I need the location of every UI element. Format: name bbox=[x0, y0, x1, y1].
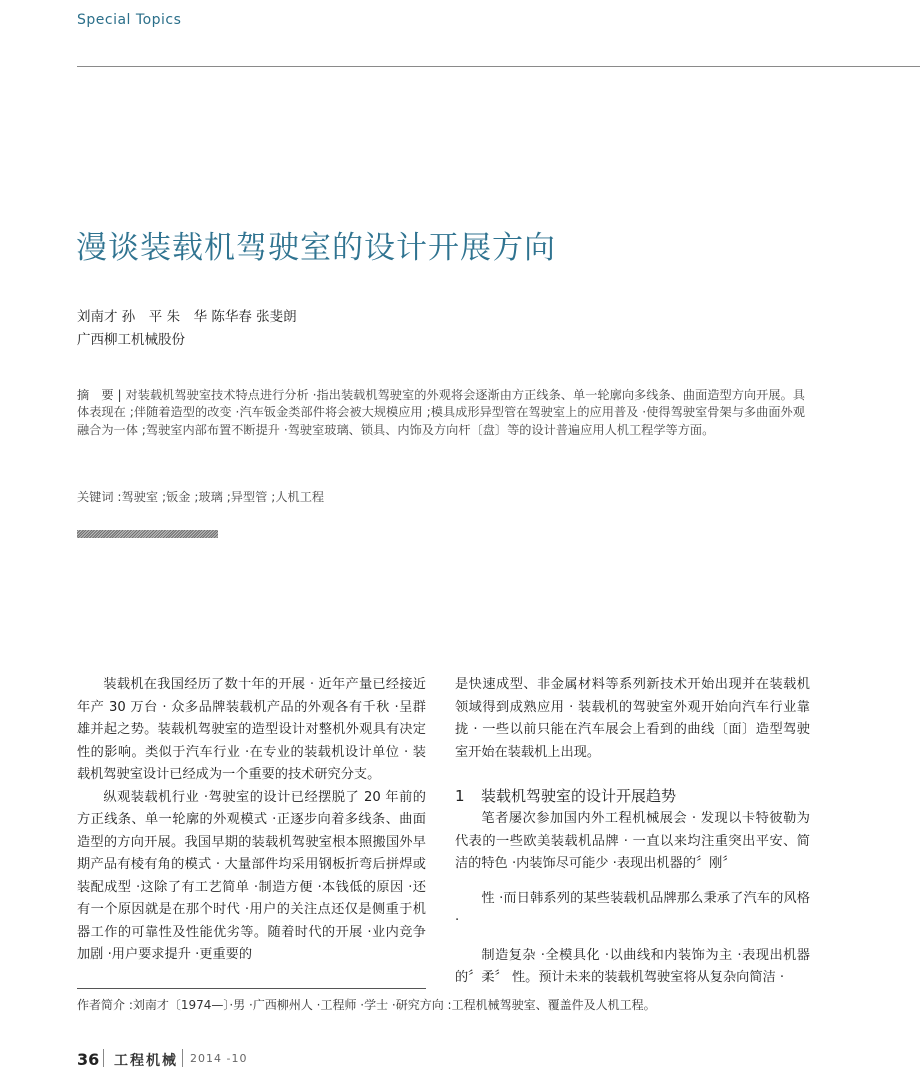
body-paragraph: 性 ·而日韩系列的某些装载机品牌那么秉承了汽车的风格 · bbox=[455, 890, 810, 928]
footer-separator bbox=[103, 1049, 104, 1067]
abstract-text: 对装载机驾驶室技术特点进行分析 ·指出装载机驾驶室的外观将会逐渐由方正线条、单一轮廓向多线条、曲面造型方向开展。具体表现在 ;伴随着造型的改变 ·汽车钣金类部件将会被大规模应用 ;模具成形异型管在驾驶室上的应用普及 ·使得驾驶室骨架与多曲面外观融合为一体 ;驾驶室内部布置不断提升 ·驾驶室玻璃、锁具、内饰及方向杆〔盘〕等的设计普遍应用人机工程学等方面。 bbox=[77, 388, 805, 437]
body-column-left bbox=[77, 674, 426, 967]
header-divider bbox=[77, 66, 920, 67]
article-title: 漫谈装载机驾驶室的设计开展方向 bbox=[76, 230, 556, 266]
body-paragraph: 装载机在我国经历了数十年的开展 · 近年产量已经接近年产 30 万台 · 众多品牌装载机产品的外观各有千秋 ·呈群雄并起之势。装载机驾驶室的造型设计对整机外观具有决定性的影响。类似于汽车行业 ·在专业的装载机设计单位 · 装载机驾驶室设计已经成为一个重要的技术研究分支。 bbox=[77, 677, 426, 782]
footer-separator bbox=[182, 1049, 183, 1067]
section-heading-text: 装载机驾驶室的设计开展趋势 bbox=[481, 787, 677, 805]
section-body bbox=[455, 808, 810, 990]
footnote-divider bbox=[77, 988, 426, 989]
body-paragraph: 制造复杂 ·全模具化 ·以曲线和内装饰为主 ·表现出机器的〞柔〞 性。预计未来的装载机驾驶室将从复杂向简洁 · bbox=[455, 947, 810, 985]
keywords: 关键词 :驾驶室 ;钣金 ;玻璃 ;异型管 ;人机工程 bbox=[77, 490, 325, 504]
abstract bbox=[77, 387, 805, 439]
section-number: 1 bbox=[455, 787, 465, 805]
body-paragraph: 是快速成型、非金属材料等系列新技术开始出现并在装载机领域得到成熟应用 · 装载机的驾驶室外观开始向汽车行业靠拢 · 一些以前只能在汽车展会上看到的曲线〔面〕造型驾驶室开始在装载机上出现。 bbox=[455, 677, 810, 760]
body-paragraph: 纵观装载机行业 ·驾驶室的设计已经摆脱了 20 年前的方正线条、单一轮廓的外观模式 ·正逐步向着多线条、曲面造型的方向开展。我国早期的装载机驾驶室根本照搬国外早期产品有棱有角的模式 · 大量部件均采用钢板折弯后拼焊或装配成型 ·这除了有工艺简单 ·制造方便 ·本钱低的原因 ·还有一个原因就是在那个时代 ·用户的关注点还仅是侧重于机器工作的可靠性及性能优劣等。随着时代的开展 ·业内竞争加剧 ·用户要求提升 ·更重要的 bbox=[77, 789, 426, 962]
section-label: Special Topics bbox=[77, 12, 182, 28]
page-number: 36 bbox=[77, 1050, 100, 1069]
section-heading bbox=[455, 785, 676, 806]
author-list: 刘南才 孙 平 朱 华 陈华春 张斐朗 bbox=[77, 309, 297, 325]
journal-name: 工程机械 bbox=[114, 1053, 178, 1069]
affiliation: 广西柳工机械股份 bbox=[77, 332, 185, 348]
abstract-label: 摘 要 | bbox=[77, 388, 126, 402]
decorative-hatch-bar bbox=[77, 530, 218, 538]
body-paragraph: 笔者屡次参加国内外工程机械展会 · 发现以卡特彼勒为代表的一些欧美装载机品牌 · 一直以来均注重突出平安、简洁的特色 ·内装饰尽可能少 ·表现出机器的〞刚〞 bbox=[455, 811, 810, 871]
author-footnote: 作者简介 :刘南才〔1974—〕·男 ·广西柳州人 ·工程师 ·学士 ·研究方向 :工程机械驾驶室、覆盖件及人机工程。 bbox=[77, 998, 656, 1012]
issue-date: 2014 -10 bbox=[190, 1052, 248, 1065]
body-column-right bbox=[455, 674, 810, 764]
